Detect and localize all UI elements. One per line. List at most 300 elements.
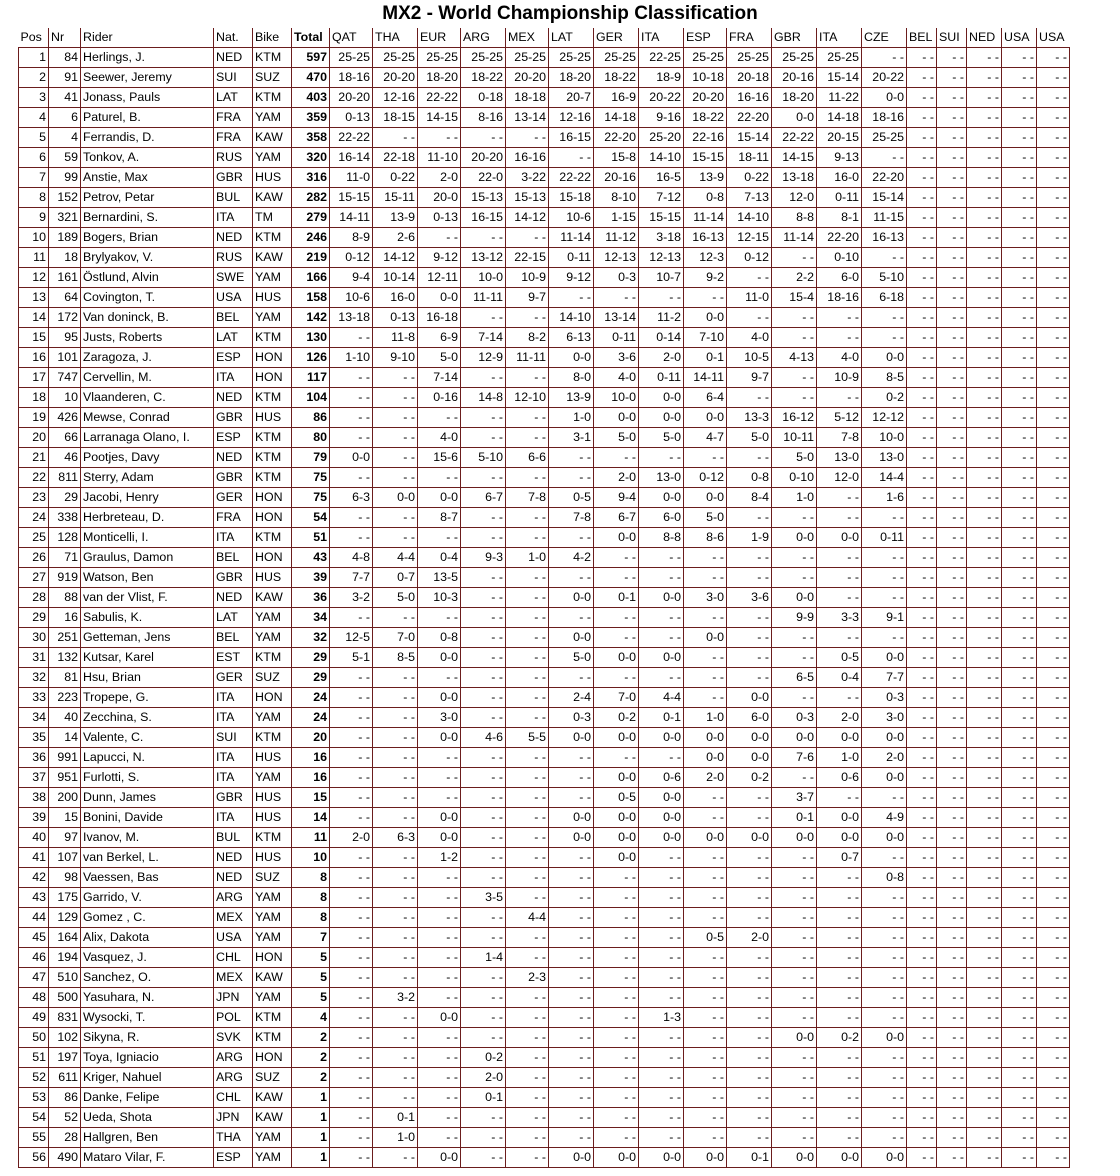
result-cell: - - [594, 628, 639, 648]
number-cell: 161 [49, 268, 81, 288]
bike-cell: HUS [253, 808, 292, 828]
result-cell: - - [1002, 828, 1037, 848]
result-cell: 15-15 [639, 208, 684, 228]
result-cell: - - [594, 748, 639, 768]
result-cell: - - [684, 288, 727, 308]
result-cell: - - [639, 948, 684, 968]
result-cell: 8-4 [727, 488, 772, 508]
result-cell: 25-25 [684, 48, 727, 68]
column-header: EUR [418, 28, 461, 48]
table-row [19, 508, 1070, 528]
position-cell: 30 [19, 628, 49, 648]
result-cell: - - [1002, 448, 1037, 468]
result-cell: - - [772, 648, 817, 668]
result-cell: 14-12 [506, 208, 549, 228]
result-cell: - - [967, 928, 1002, 948]
rider-cell: Wysocki, T. [81, 1008, 214, 1028]
total-cell: 86 [292, 408, 330, 428]
result-cell: - - [330, 608, 373, 628]
result-cell: - - [967, 668, 1002, 688]
result-cell: - - [684, 688, 727, 708]
result-cell: - - [461, 128, 506, 148]
result-cell: 5-12 [817, 408, 862, 428]
result-cell: 0-2 [727, 768, 772, 788]
result-cell: - - [461, 568, 506, 588]
column-header: Nat. [214, 28, 253, 48]
classification-table [18, 28, 1070, 1168]
result-cell: - - [907, 328, 937, 348]
result-cell: - - [1002, 648, 1037, 668]
result-cell: - - [506, 468, 549, 488]
result-cell: - - [1037, 1088, 1070, 1108]
result-cell: - - [506, 928, 549, 948]
result-cell: 0-1 [461, 1088, 506, 1108]
result-cell: - - [967, 828, 1002, 848]
result-cell: - - [330, 888, 373, 908]
table-row [19, 488, 1070, 508]
result-cell: - - [594, 668, 639, 688]
result-cell: - - [549, 448, 594, 468]
result-cell: 3-22 [506, 168, 549, 188]
result-cell: 20-7 [549, 88, 594, 108]
result-cell: 0-0 [594, 648, 639, 668]
result-cell: 0-5 [684, 928, 727, 948]
result-cell: - - [373, 1048, 418, 1068]
result-cell: 25-25 [373, 48, 418, 68]
result-cell: - - [937, 648, 967, 668]
nation-cell: ESP [214, 428, 253, 448]
rider-cell: Zecchina, S. [81, 708, 214, 728]
position-cell: 54 [19, 1108, 49, 1128]
result-cell: - - [418, 888, 461, 908]
result-cell: 0-1 [639, 708, 684, 728]
total-cell: 10 [292, 848, 330, 868]
number-cell: 321 [49, 208, 81, 228]
bike-cell: SUZ [253, 868, 292, 888]
result-cell: 0-0 [639, 808, 684, 828]
total-cell: 1 [292, 1108, 330, 1128]
number-cell: 200 [49, 788, 81, 808]
result-cell: 0-0 [594, 808, 639, 828]
result-cell: - - [727, 448, 772, 468]
result-cell: - - [967, 348, 1002, 368]
position-cell: 32 [19, 668, 49, 688]
rider-cell: Herbreteau, D. [81, 508, 214, 528]
result-cell: - - [937, 148, 967, 168]
nation-cell: ARG [214, 888, 253, 908]
number-cell: 175 [49, 888, 81, 908]
rider-cell: Östlund, Alvin [81, 268, 214, 288]
result-cell: - - [1002, 988, 1037, 1008]
bike-cell: KTM [253, 528, 292, 548]
result-cell: - - [937, 948, 967, 968]
number-cell: 91 [49, 68, 81, 88]
result-cell: 8-9 [330, 228, 373, 248]
nation-cell: JPN [214, 1108, 253, 1128]
rider-cell: Watson, Ben [81, 568, 214, 588]
bike-cell: YAM [253, 308, 292, 328]
result-cell: - - [373, 968, 418, 988]
result-cell: - - [461, 748, 506, 768]
total-cell: 43 [292, 548, 330, 568]
result-cell: - - [817, 628, 862, 648]
result-cell: - - [330, 868, 373, 888]
result-cell: - - [817, 548, 862, 568]
result-cell: - - [506, 1048, 549, 1068]
position-cell: 19 [19, 408, 49, 428]
bike-cell: YAM [253, 708, 292, 728]
result-cell: - - [1037, 388, 1070, 408]
rider-cell: Seewer, Jeremy [81, 68, 214, 88]
result-cell: - - [937, 968, 967, 988]
result-cell: 2-0 [727, 928, 772, 948]
nation-cell: USA [214, 288, 253, 308]
column-header: Nr [49, 28, 81, 48]
result-cell: - - [937, 468, 967, 488]
result-cell: 0-0 [594, 408, 639, 428]
result-cell: 22-20 [594, 128, 639, 148]
result-cell: - - [639, 848, 684, 868]
result-cell: - - [817, 308, 862, 328]
result-cell: 14-10 [549, 308, 594, 328]
result-cell: - - [862, 928, 907, 948]
position-cell: 49 [19, 1008, 49, 1028]
result-cell: 4-0 [418, 428, 461, 448]
bike-cell: YAM [253, 1128, 292, 1148]
result-cell: 8-10 [594, 188, 639, 208]
result-cell: 0-0 [862, 828, 907, 848]
result-cell: 5-10 [862, 268, 907, 288]
bike-cell: YAM [253, 268, 292, 288]
position-cell: 15 [19, 328, 49, 348]
result-cell: - - [937, 68, 967, 88]
bike-cell: KTM [253, 48, 292, 68]
result-cell: 4-4 [373, 548, 418, 568]
result-cell: - - [506, 888, 549, 908]
result-cell: 16-0 [817, 168, 862, 188]
result-cell: - - [684, 1028, 727, 1048]
result-cell: - - [937, 248, 967, 268]
result-cell: - - [862, 968, 907, 988]
result-cell: - - [907, 408, 937, 428]
result-cell: 12-15 [727, 228, 772, 248]
result-cell: - - [418, 868, 461, 888]
result-cell: 0-2 [461, 1048, 506, 1068]
result-cell: - - [1002, 168, 1037, 188]
result-cell: 16-14 [330, 148, 373, 168]
result-cell: 16-16 [727, 88, 772, 108]
result-cell: - - [461, 1008, 506, 1028]
result-cell: - - [506, 788, 549, 808]
result-cell: - - [862, 548, 907, 568]
result-cell: - - [937, 828, 967, 848]
result-cell: 22-20 [817, 228, 862, 248]
result-cell: 22-16 [684, 128, 727, 148]
result-cell: - - [330, 768, 373, 788]
result-cell: 3-2 [373, 988, 418, 1008]
result-cell: - - [594, 908, 639, 928]
result-cell: 7-0 [373, 628, 418, 648]
result-cell: - - [373, 808, 418, 828]
result-cell: 0-0 [549, 808, 594, 828]
bike-cell: KTM [253, 428, 292, 448]
result-cell: 0-0 [862, 1028, 907, 1048]
result-cell: - - [907, 648, 937, 668]
number-cell: 88 [49, 588, 81, 608]
result-cell: - - [330, 968, 373, 988]
result-cell: 0-0 [862, 348, 907, 368]
result-cell: - - [549, 148, 594, 168]
result-cell: - - [967, 328, 1002, 348]
position-cell: 1 [19, 48, 49, 68]
position-cell: 44 [19, 908, 49, 928]
result-cell: - - [1002, 68, 1037, 88]
bike-cell: SUZ [253, 1068, 292, 1088]
bike-cell: TM [253, 208, 292, 228]
position-cell: 10 [19, 228, 49, 248]
number-cell: 223 [49, 688, 81, 708]
result-cell: 18-20 [418, 68, 461, 88]
result-cell: 22-22 [330, 128, 373, 148]
result-cell: - - [817, 888, 862, 908]
result-cell: - - [1037, 1008, 1070, 1028]
result-cell: - - [461, 428, 506, 448]
result-cell: - - [506, 748, 549, 768]
position-cell: 46 [19, 948, 49, 968]
result-cell: - - [549, 1088, 594, 1108]
result-cell: - - [907, 548, 937, 568]
result-cell: - - [967, 168, 1002, 188]
result-cell: 4-6 [461, 728, 506, 748]
result-cell: - - [506, 768, 549, 788]
table-row [19, 748, 1070, 768]
result-cell: 20-0 [418, 188, 461, 208]
table-row [19, 688, 1070, 708]
result-cell: - - [937, 488, 967, 508]
result-cell: - - [461, 608, 506, 628]
result-cell: - - [594, 928, 639, 948]
nation-cell: MEX [214, 908, 253, 928]
result-cell: - - [1002, 88, 1037, 108]
result-cell: - - [549, 1048, 594, 1068]
result-cell: - - [1002, 148, 1037, 168]
result-cell: - - [937, 688, 967, 708]
result-cell: 0-0 [817, 1148, 862, 1168]
bike-cell: HUS [253, 288, 292, 308]
result-cell: - - [373, 688, 418, 708]
position-cell: 4 [19, 108, 49, 128]
number-cell: 102 [49, 1028, 81, 1048]
result-cell: 18-20 [772, 88, 817, 108]
result-cell: - - [639, 568, 684, 588]
result-cell: - - [727, 268, 772, 288]
result-cell: - - [727, 968, 772, 988]
result-cell: - - [937, 348, 967, 368]
result-cell: 15-8 [594, 148, 639, 168]
number-cell: 197 [49, 1048, 81, 1068]
result-cell: - - [373, 708, 418, 728]
result-cell: - - [684, 908, 727, 928]
result-cell: - - [639, 548, 684, 568]
bike-cell: HON [253, 948, 292, 968]
result-cell: - - [1002, 208, 1037, 228]
result-cell: 15-18 [549, 188, 594, 208]
nation-cell: FRA [214, 108, 253, 128]
result-cell: - - [461, 968, 506, 988]
result-cell: - - [639, 1068, 684, 1088]
result-cell: - - [373, 508, 418, 528]
result-cell: 14-11 [684, 368, 727, 388]
result-cell: 6-3 [373, 828, 418, 848]
result-cell: - - [727, 568, 772, 588]
result-cell: - - [907, 1128, 937, 1148]
result-cell: 0-0 [727, 828, 772, 848]
result-cell: - - [967, 1148, 1002, 1168]
rider-cell: Van doninck, B. [81, 308, 214, 328]
result-cell: - - [907, 988, 937, 1008]
result-cell: 3-7 [772, 788, 817, 808]
nation-cell: ARG [214, 1048, 253, 1068]
result-cell: 10-9 [506, 268, 549, 288]
result-cell: - - [1037, 48, 1070, 68]
result-cell: - - [594, 288, 639, 308]
result-cell: - - [461, 668, 506, 688]
nation-cell: RUS [214, 248, 253, 268]
result-cell: 0-0 [639, 788, 684, 808]
result-cell: - - [937, 568, 967, 588]
result-cell: 20-22 [639, 88, 684, 108]
rider-cell: Monticelli, I. [81, 528, 214, 548]
result-cell: 9-16 [639, 108, 684, 128]
result-cell: - - [549, 768, 594, 788]
result-cell: 0-5 [817, 648, 862, 668]
result-cell: - - [907, 108, 937, 128]
result-cell: - - [461, 788, 506, 808]
bike-cell: HON [253, 348, 292, 368]
result-cell: 22-25 [639, 48, 684, 68]
result-cell: - - [907, 828, 937, 848]
result-cell: 0-8 [418, 628, 461, 648]
table-row [19, 48, 1070, 68]
result-cell: 4-2 [549, 548, 594, 568]
number-cell: 500 [49, 988, 81, 1008]
result-cell: - - [967, 1128, 1002, 1148]
result-cell: - - [967, 568, 1002, 588]
result-cell: - - [594, 1048, 639, 1068]
total-cell: 75 [292, 468, 330, 488]
result-cell: - - [937, 928, 967, 948]
result-cell: 8-5 [373, 648, 418, 668]
result-cell: 25-25 [549, 48, 594, 68]
table-row [19, 1148, 1070, 1168]
result-cell: 16-9 [594, 88, 639, 108]
result-cell: 6-18 [862, 288, 907, 308]
result-cell: - - [907, 808, 937, 828]
result-cell: - - [1002, 128, 1037, 148]
result-cell: 0-0 [418, 1148, 461, 1168]
result-cell: 10-9 [817, 368, 862, 388]
result-cell: - - [549, 988, 594, 1008]
number-cell: 251 [49, 628, 81, 648]
position-cell: 5 [19, 128, 49, 148]
result-cell: 18-9 [639, 68, 684, 88]
nation-cell: NED [214, 868, 253, 888]
nation-cell: LAT [214, 608, 253, 628]
result-cell: - - [937, 848, 967, 868]
result-cell: - - [684, 608, 727, 628]
result-cell: 0-3 [549, 708, 594, 728]
result-cell: 10-3 [418, 588, 461, 608]
result-cell: 0-0 [772, 1148, 817, 1168]
result-cell: - - [418, 928, 461, 948]
position-cell: 48 [19, 988, 49, 1008]
position-cell: 17 [19, 368, 49, 388]
result-cell: - - [937, 128, 967, 148]
result-cell: - - [967, 1048, 1002, 1068]
result-cell: - - [1037, 348, 1070, 368]
result-cell: - - [862, 148, 907, 168]
result-cell: - - [817, 588, 862, 608]
result-cell: - - [907, 568, 937, 588]
rider-cell: Lapucci, N. [81, 748, 214, 768]
result-cell: 2-4 [549, 688, 594, 708]
result-cell: 0-0 [549, 628, 594, 648]
rider-cell: Mataro Vilar, F. [81, 1148, 214, 1168]
result-cell: - - [1037, 788, 1070, 808]
result-cell: - - [937, 88, 967, 108]
result-cell: 10-14 [373, 268, 418, 288]
result-cell: - - [1037, 168, 1070, 188]
column-header: FRA [727, 28, 772, 48]
result-cell: 20-20 [373, 68, 418, 88]
result-cell: - - [594, 608, 639, 628]
result-cell: - - [1037, 588, 1070, 608]
total-cell: 358 [292, 128, 330, 148]
result-cell: - - [330, 788, 373, 808]
result-cell: 0-0 [684, 748, 727, 768]
result-cell: 22-22 [549, 168, 594, 188]
table-row [19, 248, 1070, 268]
result-cell: - - [506, 368, 549, 388]
result-cell: - - [506, 508, 549, 528]
result-cell: - - [1037, 188, 1070, 208]
result-cell: 11-14 [684, 208, 727, 228]
result-cell: - - [1037, 508, 1070, 528]
result-cell: - - [937, 1128, 967, 1148]
result-cell: 0-12 [727, 248, 772, 268]
result-cell: 6-13 [549, 328, 594, 348]
bike-cell: KAW [253, 188, 292, 208]
result-cell: 2-3 [506, 968, 549, 988]
result-cell: - - [639, 908, 684, 928]
table-row [19, 628, 1070, 648]
table-row [19, 368, 1070, 388]
result-cell: - - [772, 768, 817, 788]
result-cell: - - [418, 1048, 461, 1068]
result-cell: - - [1037, 948, 1070, 968]
result-cell: - - [907, 288, 937, 308]
result-cell: 20-20 [684, 88, 727, 108]
result-cell: - - [727, 648, 772, 668]
result-cell: 4-0 [817, 348, 862, 368]
nation-cell: NED [214, 48, 253, 68]
result-cell: 3-0 [418, 708, 461, 728]
number-cell: 951 [49, 768, 81, 788]
bike-cell: HUS [253, 408, 292, 428]
result-cell: 11-8 [373, 328, 418, 348]
bike-cell: KAW [253, 1088, 292, 1108]
result-cell: - - [549, 1008, 594, 1028]
